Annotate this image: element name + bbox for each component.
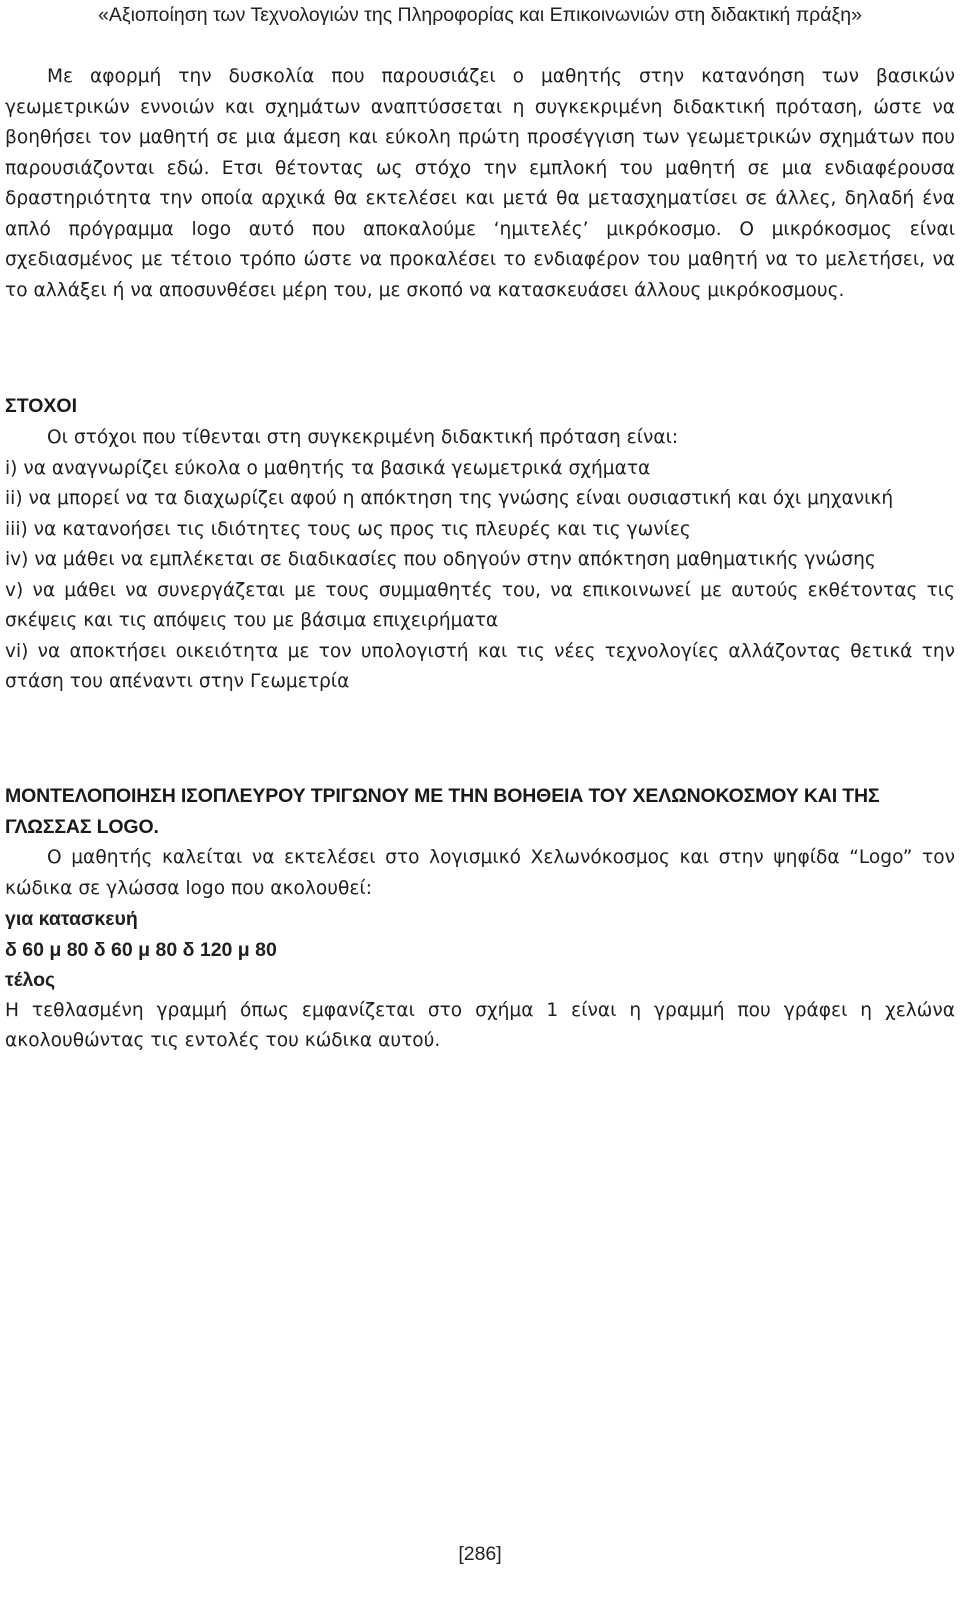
- goal-item-4: iv) να μάθει να εμπλέκεται σε διαδικασίες που οδηγούν στην απόκτηση μαθηματικής γνώσης: [5, 549, 876, 570]
- goals-heading: ΣΤΟΧΟΙ: [5, 395, 78, 417]
- goal-item-5: v) να μάθει να συνεργάζεται με τους συμμαθητές του, να επικοινωνεί με αυτούς εκθέτοντας τις σκέψεις και τις απόψεις του με βάσιμα επιχειρήματα: [5, 579, 955, 631]
- page-number: [286]: [458, 1543, 502, 1565]
- intro-paragraph: Με αφορμή την δυσκολία που παρουσιάζει ο μαθητής στην κατανόηση των βασικών γεωμετρικών εννοιών και σχημάτων αναπτύσσεται η συγκεκριμένη διδακτική πρόταση, ώστε να βοηθήσει τον μαθητή σε μια άμεση και εύκολη πρώτη προσέγγιση των γεωμετρικών σχημάτων που παρουσιάζονται εδώ. Ετσι θέτοντας ως στόχο την εμπλοκή του μαθητή σε μια ενδιαφέρουσα δραστηριότητα την οποία αρχικά θα εκτελέσει και μετά θα μετασχηματίσει σε άλλες, δηλαδή ένα απλό πρόγραμμα logo αυτό που αποκαλούμε ‘ημιτελές’ μικρόκοσμο. Ο μικρόκοσμος είναι σχεδιασμένος με τέτοιο τρόπο ώστε να προκαλέσει το ενδιαφέρον του μαθητή να το μελετήσει, να το αλλάξει ή να αποσυνθέσει μέρη του, με σκοπό να κατασκευάσει άλλους μικρόκοσμους.: [5, 66, 955, 301]
- code-line-commands: δ 60 μ 80 δ 60 μ 80 δ 120 μ 80: [5, 938, 277, 961]
- goal-item-2: ii) να μπορεί να τα διαχωρίζει αφού η απόκτηση της γνώσης είναι ουσιαστική και όχι μηχανική: [5, 488, 894, 509]
- code-line-end: τέλος: [5, 969, 56, 991]
- model-section: [5, 843, 955, 1057]
- goal-item-1: i) να αναγνωρίζει εύκολα ο μαθητής τα βασικά γεωμετρικά σχήματα: [5, 457, 651, 479]
- intro-section: [5, 62, 955, 306]
- goal-item-3: iii) να κατανοήσει τις ιδιότητες τους ως προς τις πλευρές και τις γωνίες: [5, 518, 691, 540]
- model-outro: Η τεθλασμένη γραμμή όπως εμφανίζεται στο σχήμα 1 είναι η γραμμή που γράφει η χελώνα ακολουθώντας τις εντολές του κώδικα αυτού.: [5, 999, 955, 1051]
- code-line-start: για κατασκευή: [5, 908, 138, 930]
- model-intro: Ο μαθητής καλείται να εκτελέσει στο λογισμικό Χελωνόκοσμος και στην ψηφίδα “Logo” τον κώδικα σε γλώσσα logo που ακολουθεί:: [5, 847, 955, 899]
- goals-intro: Οι στόχοι που τίθενται στη συγκεκριμένη διδακτική πρόταση είναι:: [47, 427, 679, 448]
- running-header: «Αξιοποίηση των Τεχνολογιών της Πληροφορίας και Επικοινωνιών στη διδακτική πράξη»: [98, 4, 862, 26]
- goals-section: [5, 423, 955, 698]
- goal-item-6: vi) να αποκτήσει οικειότητα με τον υπολογιστή και τις νέες τεχνολογίες αλλάζοντας θετικά την στάση του απέναντι στην Γεωμετρία: [5, 640, 955, 692]
- model-heading: ΜΟΝΤΕΛΟΠΟΙΗΣΗ ΙΣΟΠΛΕΥΡΟΥ ΤΡΙΓΩΝΟΥ ΜΕ ΤΗΝ ΒΟΗΘΕΙΑ ΤΟΥ ΧΕΛΩΝΟΚΟΣΜΟΥ ΚΑΙ ΤΗΣ ΓΛΩΣΣΑΣ LOGO.: [5, 785, 880, 838]
